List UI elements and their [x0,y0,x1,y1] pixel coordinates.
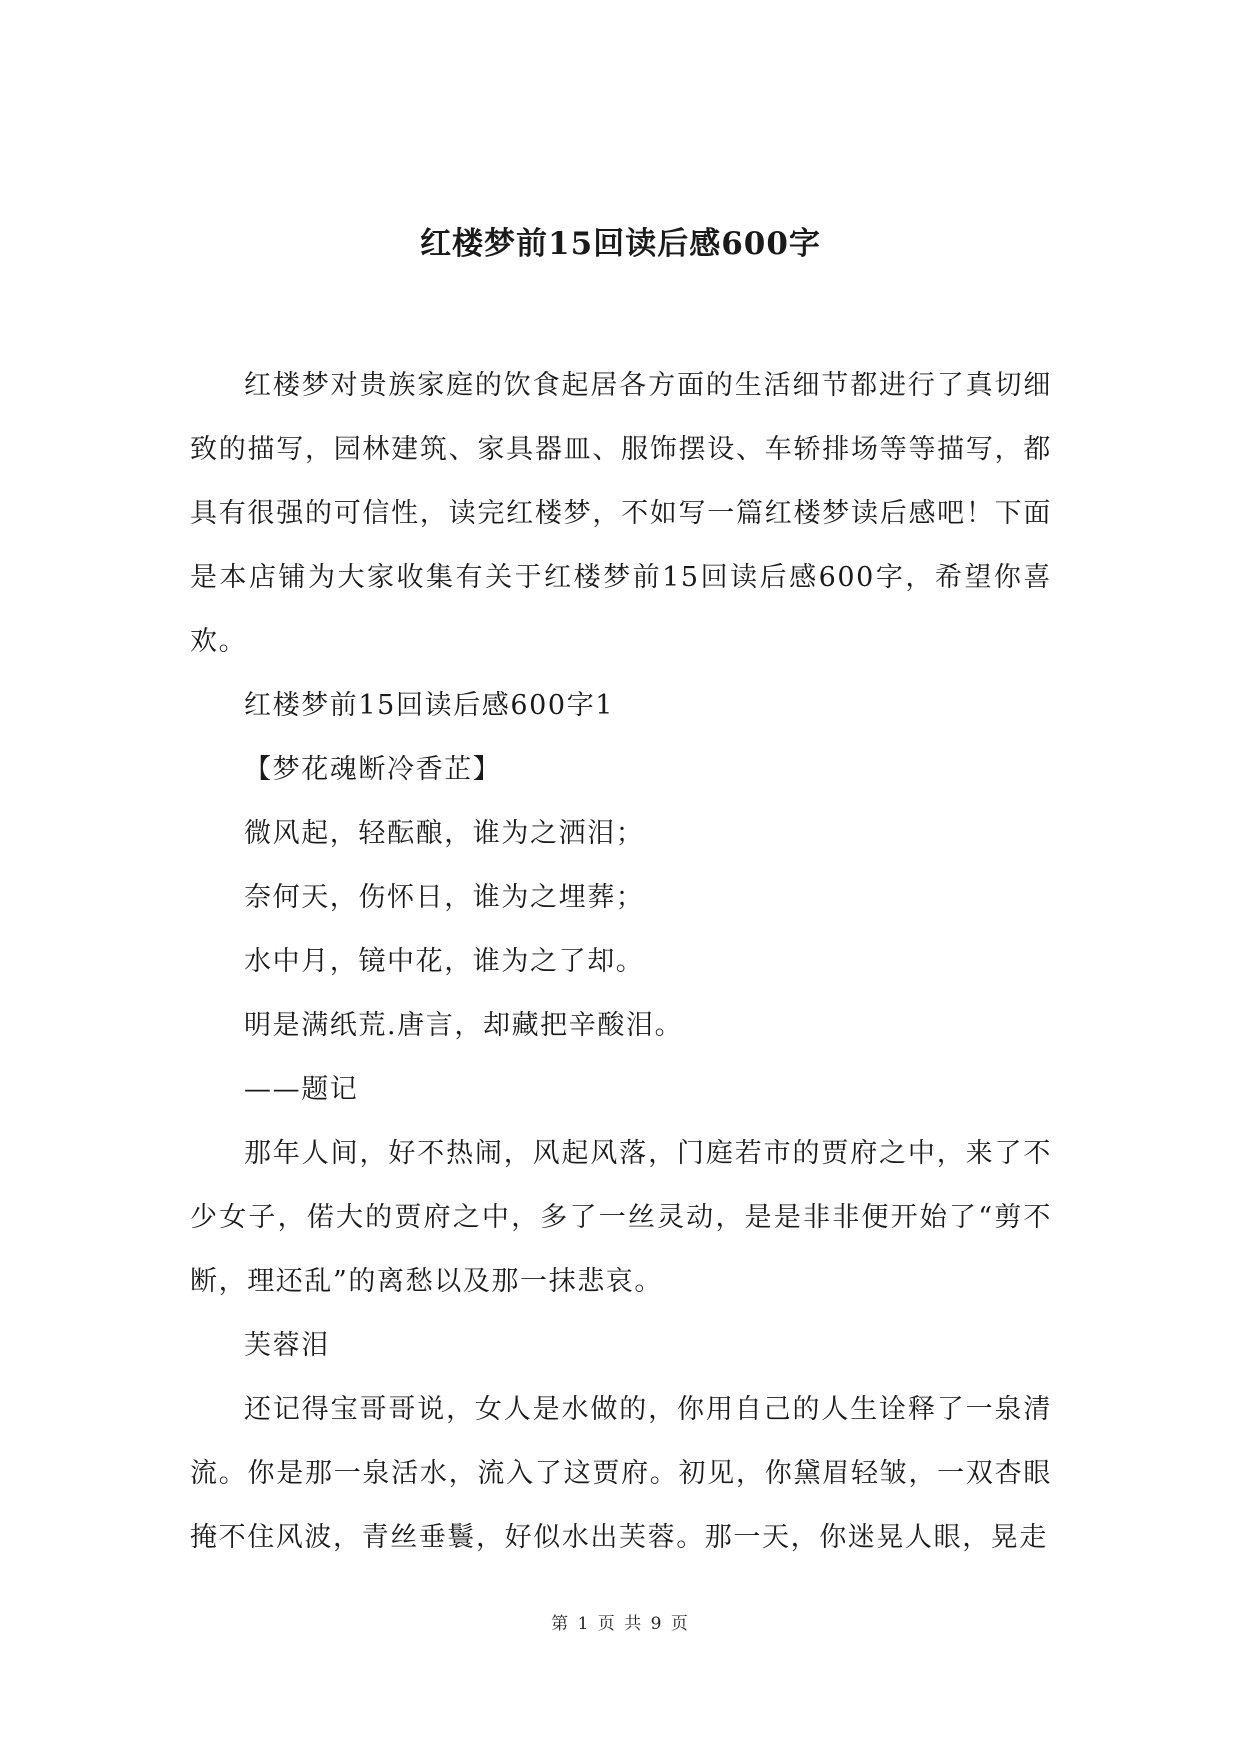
document-title: 红楼梦前15回读后感600字 [420,226,821,262]
section-heading: 红楼梦前15回读后感600字1 [244,690,615,721]
document-body [190,354,1052,1570]
poem-line-2: 奈何天，伤怀日，谁为之埋葬； [244,882,645,913]
page-footer: 第 1 页 共 9 页 [551,1614,690,1634]
paragraph-story: 那年人间，好不热闹，风起风落，门庭若市的贾府之中，来了不少女子，偌大的贾府之中，多了一丝灵动，是是非非便开始了“剪不断，理还乱”的离愁以及那一抹悲哀。 [190,1138,1052,1297]
poem-line-3: 水中月，镜中花，谁为之了却。 [244,946,645,977]
poem-line-4: 明是满纸荒.唐言，却藏把辛酸泪。 [244,1010,684,1041]
poem-title: 【梦花魂断冷香芷】 [244,754,502,785]
paragraph-intro: 红楼梦对贵族家庭的饮食起居各方面的生活细节都进行了真切细致的描写，园林建筑、家具器皿、服饰摆设、车轿排场等等描写，都具有很强的可信性，读完红楼梦，不如写一篇红楼梦读后感吧！下面是本店铺为大家收集有关于红楼梦前15回读后感600字，希望你喜欢。 [190,370,1052,657]
poem-line-1: 微风起，轻酝酿，谁为之洒泪； [244,818,645,849]
poem-attribution: ——题记 [244,1074,359,1105]
subsection-heading: 芙蓉泪 [244,1330,330,1361]
paragraph-furong: 还记得宝哥哥说，女人是水做的，你用自己的人生诠释了一泉清流。你是那一泉活水，流入了这贾府。初见，你黛眉轻皱，一双杏眼掩不住风波，青丝垂鬟，好似水出芙蓉。那一天，你迷晃人眼，晃走 [190,1394,1052,1553]
